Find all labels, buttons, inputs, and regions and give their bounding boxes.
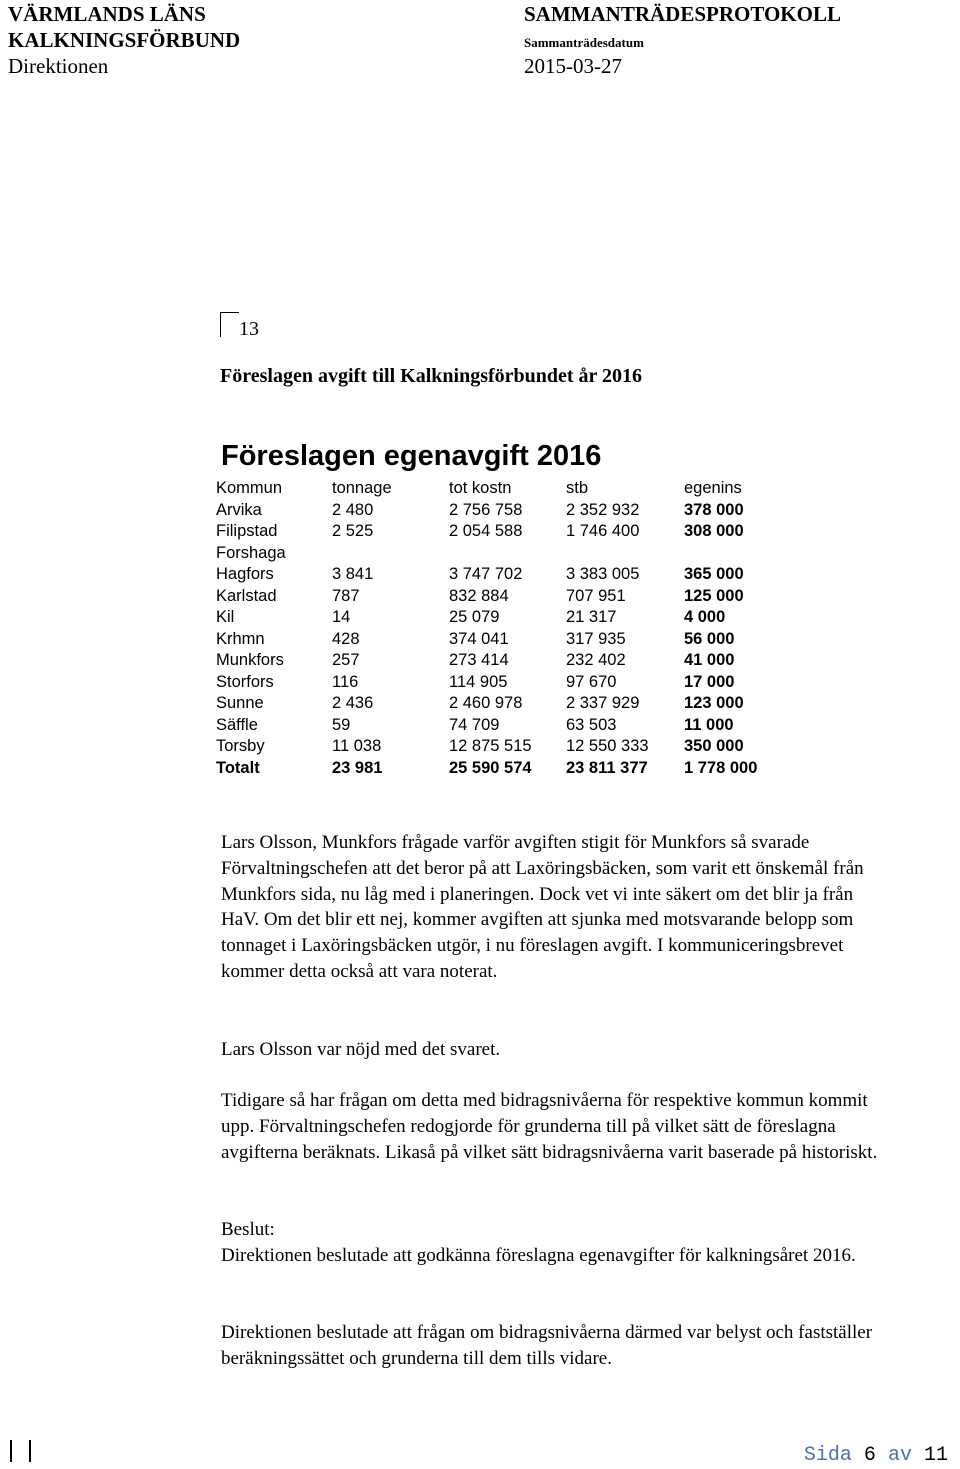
table-cell: egenins: [684, 479, 742, 497]
table-cell: 59: [332, 715, 351, 734]
table-cell: 2 054 588: [449, 522, 523, 540]
table-cell: 1 778 000: [684, 758, 758, 777]
discussion-text: Lars Olsson, Munkfors frågade varför avgiften stigit för Munkfors så svarade Förvaltningschefen att det beror på att Laxöringsbäcken, som varit ett önskemål från Munkfors sida, nu låg med i planeringen. Dock vet vi inte säkert om det blir ja från HaV. Om det blir ett nej, kommer avgiften att sjunka med motsvarande belopp som tonnaget i Laxöringsbäcken utgör, i nu föreslagen avgift. I kommuniceringsbrevet kommer detta också att vara noterat.: [221, 832, 864, 982]
fee-table-title: Föreslagen egenavgift 2016: [221, 440, 602, 472]
table-cell: Sunne: [216, 694, 264, 712]
table-cell: 56 000: [684, 629, 735, 648]
table-cell: 116: [332, 672, 359, 691]
meeting-date: 2015-03-27: [524, 54, 622, 78]
table-cell: 123 000: [684, 694, 744, 712]
table-cell: Munkfors: [216, 651, 284, 669]
table-cell: Karlstad: [216, 586, 277, 605]
table-cell: 25 079: [449, 608, 500, 626]
table-cell: 2 460 978: [449, 694, 523, 712]
paragraph-number: [220, 312, 259, 341]
table-cell: 787: [332, 586, 360, 605]
table-cell: 114 905: [449, 672, 508, 691]
table-cell: 832 884: [449, 586, 509, 605]
table-cell: Hagfors: [216, 565, 274, 583]
table-cell: stb: [566, 479, 589, 497]
table-cell: 23 811 377: [566, 758, 648, 777]
table-cell: 12 550 333: [566, 737, 649, 755]
page-word: Sida: [803, 1444, 852, 1467]
table-cell: 365 000: [684, 565, 744, 583]
response-paragraph: [221, 1037, 881, 1063]
background-text: Tidigare så har frågan om detta med bidragsnivåerna för respektive kommun kommit upp. Förvaltningschefen redogjorde för grunderna till på vilket sätt de föreslagna avgifterna beräknats. Likaså på vilket sätt bidragsnivåerna varit baserade på historiskt.: [221, 1090, 878, 1163]
table-cell: 63 503: [566, 715, 617, 734]
table-cell: 41 000: [684, 651, 735, 669]
table-cell: Krhmn: [216, 629, 265, 648]
meeting-date-label: Sammanträdesdatum: [524, 35, 644, 50]
table-cell: 2 525: [332, 522, 374, 540]
table-cell: 3 747 702: [449, 565, 523, 583]
table-cell: 257: [332, 651, 360, 669]
table-cell: 2 756 758: [449, 500, 523, 519]
table-cell: 11 038: [332, 737, 382, 755]
table-cell: 232 402: [566, 651, 626, 669]
signature-box-left-edge: [10, 1440, 12, 1462]
table-cell: Torsby: [216, 737, 265, 755]
of-word: av: [887, 1444, 912, 1467]
table-cell: 12 875 515: [449, 737, 532, 755]
table-cell: 1 746 400: [566, 522, 640, 540]
table-cell: 17 000: [684, 672, 735, 691]
table-cell: 2 337 929: [566, 694, 640, 712]
section-mark-icon: [220, 312, 239, 337]
table-cell: tot kostn: [449, 479, 512, 497]
current-page: 6: [863, 1444, 876, 1467]
signature-box-divider: [29, 1440, 31, 1462]
table-cell: 3 383 005: [566, 565, 640, 583]
table-cell: 25 590 574: [449, 758, 532, 777]
table-cell: 350 000: [684, 737, 744, 755]
decision-section: [221, 1217, 881, 1269]
table-cell: Totalt: [216, 758, 260, 777]
decision-2: Direktionen beslutade att frågan om bidragsnivåerna därmed var belyst och fastställer beräkningssättet och grunderna till dem tills vidare.: [221, 1322, 873, 1369]
response-text: Lars Olsson var nöjd med det svaret.: [221, 1039, 501, 1060]
total-pages: 11: [923, 1444, 948, 1467]
document-type: SAMMANTRÄDESPROTOKOLL: [524, 2, 841, 26]
table-cell: 273 414: [449, 651, 509, 669]
table-cell: 23 981: [332, 758, 383, 777]
table-cell: Storfors: [216, 672, 274, 691]
table-cell: 317 935: [566, 629, 626, 648]
table-cell: 2 352 932: [566, 500, 640, 519]
org-name-line1: VÄRMLANDS LÄNS: [8, 2, 206, 26]
table-cell: 378 000: [684, 500, 744, 519]
table-cell: Forshaga: [216, 543, 286, 562]
table-cell: 428: [332, 629, 360, 648]
table-cell: tonnage: [332, 479, 392, 497]
table-cell: 2 480: [332, 500, 374, 519]
decision-1: Direktionen beslutade att godkänna föreslagna egenavgifter för kalkningsåret 2016.: [221, 1244, 856, 1266]
table-cell: Filipstad: [216, 522, 278, 540]
table-cell: 3 841: [332, 565, 374, 583]
table-cell: 308 000: [684, 522, 744, 540]
paragraph-subject: Föreslagen avgift till Kalkningsförbundet år 2016: [220, 365, 643, 387]
table-cell: Kil: [216, 608, 235, 626]
table-cell: 21 317: [566, 608, 617, 626]
background-paragraph: [221, 1088, 881, 1165]
table-cell: 374 041: [449, 629, 509, 648]
governing-body: Direktionen: [8, 54, 109, 78]
table-cell: 97 670: [566, 672, 617, 691]
page-number: [804, 1444, 948, 1467]
table-cell: 125 000: [684, 586, 744, 605]
table-cell: 4 000: [684, 608, 726, 626]
table-cell: Säffle: [216, 715, 258, 734]
decision-2-paragraph: [221, 1320, 881, 1372]
table-cell: 74 709: [449, 715, 500, 734]
table-cell: 2 436: [332, 694, 374, 712]
table-cell: 14: [332, 608, 351, 626]
decision-label: Beslut:: [221, 1219, 275, 1240]
discussion-paragraph: [221, 830, 881, 985]
table-cell: 11 000: [684, 715, 734, 734]
paragraph-number-value: 13: [239, 318, 259, 340]
table-cell: Kommun: [216, 479, 283, 497]
table-cell: Arvika: [216, 500, 262, 519]
org-name-line2: KALKNINGSFÖRBUND: [8, 28, 241, 52]
table-cell: 707 951: [566, 586, 626, 605]
